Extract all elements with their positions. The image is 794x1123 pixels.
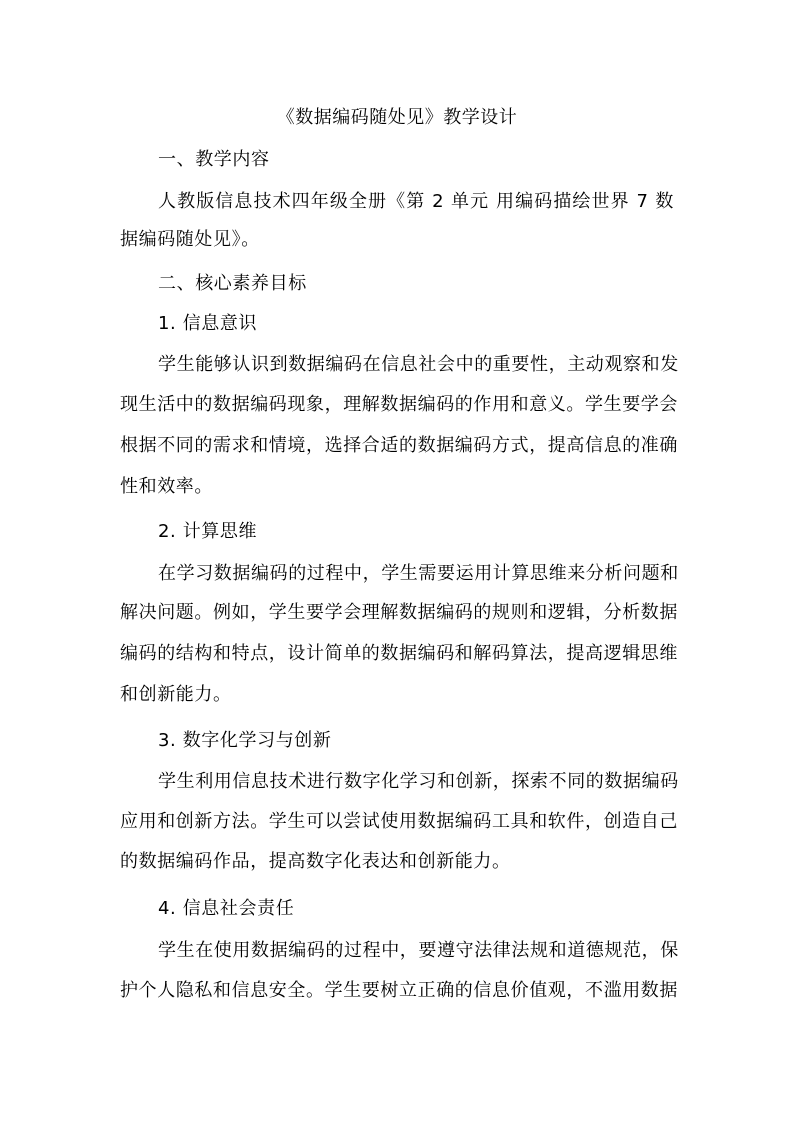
paragraph-line: 编码的结构和特点，设计简单的数据编码和解码算法，提高逻辑思维 [120,643,678,664]
document-title: 《数据编码随处见》教学设计 [276,107,518,128]
paragraph-line: 现生活中的数据编码现象，理解数据编码的作用和意义。学生要学会 [120,394,678,415]
paragraph-line: 学生在使用数据编码的过程中，要遵守法律法规和道德规范，保 [158,940,679,961]
paragraph-line: 和创新能力。 [120,684,232,705]
paragraph-line: 根据不同的需求和情境，选择合适的数据编码方式，提高信息的准确 [120,435,678,456]
paragraph-line: 人教版信息技术四年级全册《第 2 单元 用编码描绘世界 7 数 [158,191,674,212]
paragraph-line: 应用和创新方法。学生可以尝试使用数据编码工具和软件，创造自己 [120,811,678,832]
subheading-digital-learning: 3. 数字化学习与创新 [158,730,332,751]
paragraph-line: 学生利用信息技术进行数字化学习和创新，探索不同的数据编码 [158,771,679,792]
paragraph-line: 在学习数据编码的过程中，学生需要运用计算思维来分析问题和 [158,563,679,584]
subheading-social-responsibility: 4. 信息社会责任 [158,898,295,919]
section-heading-teaching-content: 一、教学内容 [158,149,270,170]
section-heading-core-literacy: 二、核心素养目标 [158,273,307,294]
paragraph-line: 护个人隐私和信息安全。学生要树立正确的信息价值观，不滥用数据 [120,980,678,1001]
paragraph-line: 的数据编码作品，提高数字化表达和创新能力。 [120,851,511,872]
subheading-computational-thinking: 2. 计算思维 [158,521,258,542]
paragraph-line: 学生能够认识到数据编码在信息社会中的重要性，主动观察和发 [158,354,679,375]
paragraph-line: 性和效率。 [120,476,213,497]
subheading-information-awareness: 1. 信息意识 [158,313,258,334]
paragraph-line: 解决问题。例如，学生要学会理解数据编码的规则和逻辑，分析数据 [120,602,678,623]
paragraph-line: 据编码随处见》。 [120,229,260,250]
